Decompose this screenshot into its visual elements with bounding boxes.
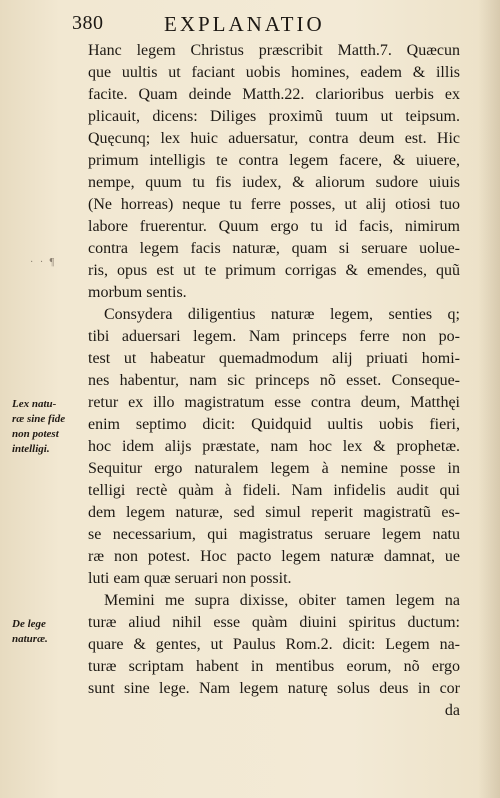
running-title: EXPLANATIO xyxy=(164,12,325,36)
text-line: (Ne horreas) neque tu ferre posses, ut alij otiosi tuo xyxy=(88,196,460,213)
text-line: sunt sine lege. Nam legem naturę solus deus in cor xyxy=(88,680,460,697)
text-line: Quęcunq; lex huic aduersatur, contra deum est. Hic xyxy=(88,130,460,147)
text-line: ræ non potest. Hoc pacto legem naturæ damnat, ue xyxy=(88,548,460,565)
text-line: se necessarium, qui magistratus seruare legem natu xyxy=(88,526,460,543)
text-line: dem legem naturæ, sed simul reperit magistratũ es- xyxy=(88,504,460,521)
text-line: enim septimo dicit: Quidquid uultis uobis fieri, xyxy=(88,416,460,433)
text-line: retur ex illo magistratum esse contra deum, Matthęi xyxy=(88,394,460,411)
text-line: telligi rectè quàm à fideli. Nam infidelis audit qui xyxy=(88,482,460,499)
text-line: test ut habeatur quemadmodum alij priuati homi- xyxy=(88,350,460,367)
marginal-note-line: Lex natu- xyxy=(12,398,57,410)
text-line: Sequitur ergo naturalem legem à nemine posse in xyxy=(88,460,460,477)
text-line: labore fruerentur. Quum ergo tu id facis, nimirum xyxy=(88,218,460,235)
text-line: que uultis ut faciant uobis homines, eadem & illis xyxy=(88,64,460,81)
marginal-note-lex-naturae xyxy=(12,397,65,457)
marginal-note-line: ræ sine fide xyxy=(12,413,66,425)
text-line: turæ scriptam habent in mentibus eorum, nõ ergo xyxy=(88,658,460,675)
text-line: quare & gentes, ut Paulus Rom.2. dicit: Legem na- xyxy=(88,636,460,653)
text-line: facite. Quam deinde Matth.22. clarioribus uerbis ex xyxy=(88,86,460,103)
running-head xyxy=(72,12,402,42)
text-line: plicauit, dicens: Diliges proximũ tuum ut teipsum. xyxy=(88,108,460,125)
text-line: nempe, quum tu fis iudex, & aliorum sudore uiuis xyxy=(88,174,460,191)
text-line: primum intelligis te contra legem facere, & uiuere, xyxy=(88,152,460,169)
text-line: ris, opus est ut te primum corrigas & emendes, quũ xyxy=(88,262,460,279)
ink-smudge-mark: · · ¶ xyxy=(30,257,57,268)
text-line: tibi aduersari legem. Nam princeps ferre non po- xyxy=(88,328,460,345)
text-line: Memini me supra dixisse, obiter tamen legem na xyxy=(104,592,460,609)
text-line: Consydera diligentius naturæ legem, senties q; xyxy=(104,306,460,323)
text-line: nes habentur, nam sic princeps nõ esset. Conseque- xyxy=(88,372,460,389)
page-edge-shadow xyxy=(478,0,500,798)
text-line: contra legem facis naturæ, quam si seruare uolue- xyxy=(88,240,460,257)
text-line: turæ aliud nihil esse quàm diuini spiritus ductum: xyxy=(88,614,460,631)
marginal-note-de-lege xyxy=(12,617,48,647)
marginal-note-line: non potest xyxy=(12,428,59,440)
page-number: 380 xyxy=(72,12,104,34)
body-text xyxy=(88,40,460,722)
marginal-note-line: naturæ. xyxy=(12,633,48,645)
text-line: hoc idem alijs præstate, nam hoc lex & prophetæ. xyxy=(88,438,460,455)
marginal-note-line: De lege xyxy=(12,618,46,630)
text-line: morbum sentis. xyxy=(88,284,187,301)
text-line: Hanc legem Christus præscribit Matth.7. Quæcun xyxy=(88,42,460,59)
text-line: luti eam quæ seruari non possit. xyxy=(88,570,292,587)
marginal-note-line: intelligi. xyxy=(12,443,50,455)
catchword: da xyxy=(444,702,460,719)
